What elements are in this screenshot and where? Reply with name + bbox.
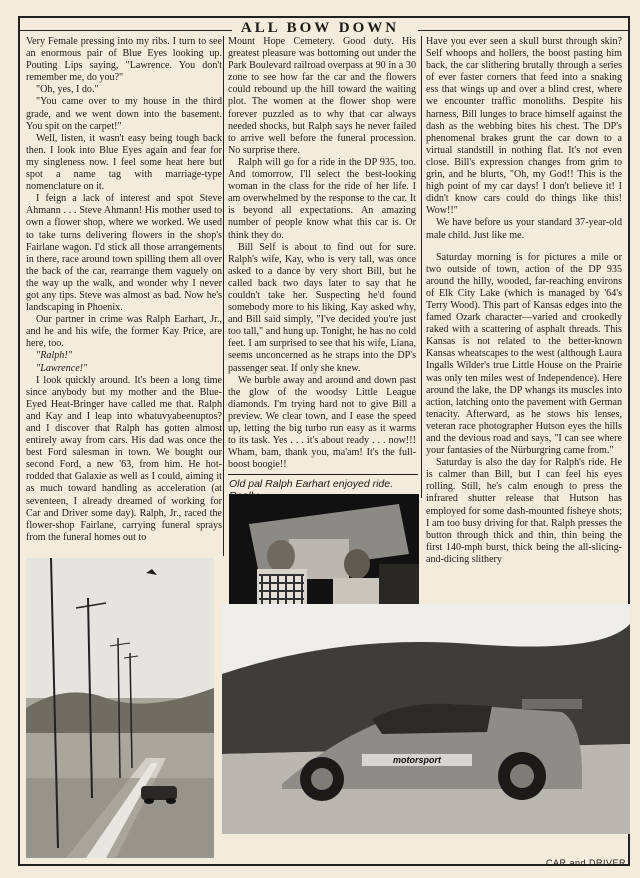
page-header: ALL BOW DOWN — [240, 20, 400, 36]
paragraph: Saturday is also the day for Ralph's ride. He is calmer than Bill, but I can feel his eyes rolling. Still, he's calm enough to press the infrared shutter release that Hutson has employed for some dash-mounted fisheye shots; I am too busy driving for that. Ralph presses the button through thick and thin, thin being the first 140-mph burst, thick being the all-slicing-and-dicing slithery — [426, 457, 622, 565]
porsche-photo — [222, 604, 630, 834]
article-column-3 — [426, 36, 622, 598]
paragraph: Very Female pressing into my ribs. I turn to see an enormous pair of Blue Eyes looking up. Pouting Lips saying, "Lawrence. You don't remember me, do you?" — [26, 36, 222, 84]
header-rule-right — [418, 30, 630, 31]
paragraph: We have before us your standard 37-year-old male child. Just like me. — [426, 217, 622, 241]
magazine-footer: CAR and DRIVER — [545, 858, 626, 868]
paragraph: Ralph will go for a ride in the DP 935, too. And tomorrow, I'll select the best-looking woman in the class for the ride of her life. I am overwhelmed by the response to the car. It is beyond all expectations. An amazing number of people know what this car is. Or think they do. — [228, 156, 416, 241]
column-rule — [223, 36, 224, 556]
paragraph: Have you ever seen a skull burst through skin? Self whoops and hollers, the boost pasting him back, the car slithering brutally through a series of ever faster corners that feed into a snaking ess that wings up and over a blind crest, where we encounter traffic monoliths. Despite his harness, Bill lunges to brace himself against the dash as the webbing bites his chest. The DP's phenomenal brakes grunt the car down to a virtual standstill in nothing flat. It's not even close. Bill's expression changes from grim to grin, and he blurts, "Oh, my God!! This is the high point of my car days! I don't believe it! I didn't know cars could do things like this! Wow!!" — [426, 36, 622, 217]
caption-rule — [228, 474, 418, 475]
paragraph: "Ralph!" — [36, 350, 72, 362]
paragraph: I look quickly around. It's been a long time since anybody but my mother and the Blue-Eyed Heat-Bringer have called me that. Ralph and Kay and I leap into whatuvyabeenuptos? and I discover that Ralph has gotten almost entirely away from cars. His dad was once the best Ford salesman in town. We bought our second Ford, a new '63, from him. He hot-rodded that Galaxie as well as I could, aiming it as much toward handling as acceleration (at seventeen, I already dreamed of working for Car and Driver some day). Ralph, Jr., raced the flower-shop Fairlane, carrying funeral sprays from the funeral homes out to — [26, 374, 222, 543]
article-column-2 — [228, 36, 416, 472]
article-column-1 — [26, 36, 222, 558]
header-rule-left — [18, 30, 232, 31]
paragraph: "You came over to my house in the third grade, and we went down into the basement. You spit on the carpet!" — [26, 96, 222, 132]
photo-caption: Old pal Ralph Earhart enjoyed ride. — [229, 478, 394, 490]
car-livery-text: motorsport — [393, 755, 441, 765]
paragraph: Bill Self is about to find out for sure. Ralph's wife, Kay, who is very tall, was once asked to a dance by very short Bill, but he called back two days later to say that he couldn't take her. Suspecting he'd found somebody more to his liking, Kay asked why, and Bill said simply, "I've decided you're just too tall," and hung up. Tonight, he has no cold feet. I am surprised to see that his wife, Liana, seems unconcerned as he straps into the DP's passenger seat. If only she knew. — [228, 241, 416, 374]
paragraph: "Lawrence!" — [36, 362, 88, 374]
road-photo — [26, 558, 214, 858]
road-photo-art — [26, 558, 214, 858]
porsche-photo-art — [222, 604, 630, 834]
column-rule — [421, 36, 422, 498]
paragraph: Saturday morning is for pictures a mile or two outside of town, action of the DP 935 around the hilly, wooded, far-reaching environs of Elk City Lake (which is managed by '64's Terry Wood). This part of Kansas edges into the famed Ozark character—varied and crookedly raked with a scattering of asphalt threads. This Kansas is not related to the better-known Kansas wheatscapes to the west (although Laura Ingalls Wilder's true Little House on the Prairie was only ten miles west of Independence). Here around the lake, the DP whangs its muscles into action, latching onto the pavement with German tenacity. Afterward, as he stows his lenses, veteran race photographer Hutson eyes the hills and the devious road and says, "I can see where your fantasies of the Nürburgring came from." — [426, 251, 622, 457]
paragraph: We burble away and around and down past the glow of the woodsy Little League diamonds. I'm trying hard not to give Bill a preview. We clear town, and I ease the speed up, letting the big turbo run easy as it warms to its task. Yes . . . it's about ready . . . now!!! Wham, bam, thank you, ma'am! It's the full-boost boogie!! — [228, 374, 416, 471]
paragraph: I feign a lack of interest and spot Steve Ahmann . . . Steve Ahmann! His mother used to own a flower shop, where we worked. We used to take turns delivering flowers in the shop's Fairlane wagon. I'd stick all those arrangements in there, race around town spilling them all over the back of the car, rearrange them vaguely on the way up the walk, and wonder why I never got any tips. Steve was almost as bad. Now he's landscaping in Phoenix. — [26, 193, 222, 314]
paragraph: "Oh, yes, I do." — [36, 84, 99, 96]
paragraph: Mount Hope Cemetery. Good duty. His greatest pleasure was bottoming out under the Park Boulevard railroad overpass at 90 in a 30 zone to see how far the car and the flowers could rebound up the hill toward the waiting plot. The women at the flower shop were forever puzzled as to why that car always needed shocks, but Ralph says he never failed to arrive well before the funeral procession. No surprise there. — [228, 36, 416, 156]
paragraph: Well, listen, it wasn't easy being tough back then. I look into Blue Eyes again and fear for my singleness now. I feel some heat here but spot a name tag with marriage-type nomenclature on it. — [26, 132, 222, 193]
paragraph: Our partner in crime was Ralph Earhart, Jr., and he and his wife, the former Kay Price, are here, too. — [26, 314, 222, 350]
